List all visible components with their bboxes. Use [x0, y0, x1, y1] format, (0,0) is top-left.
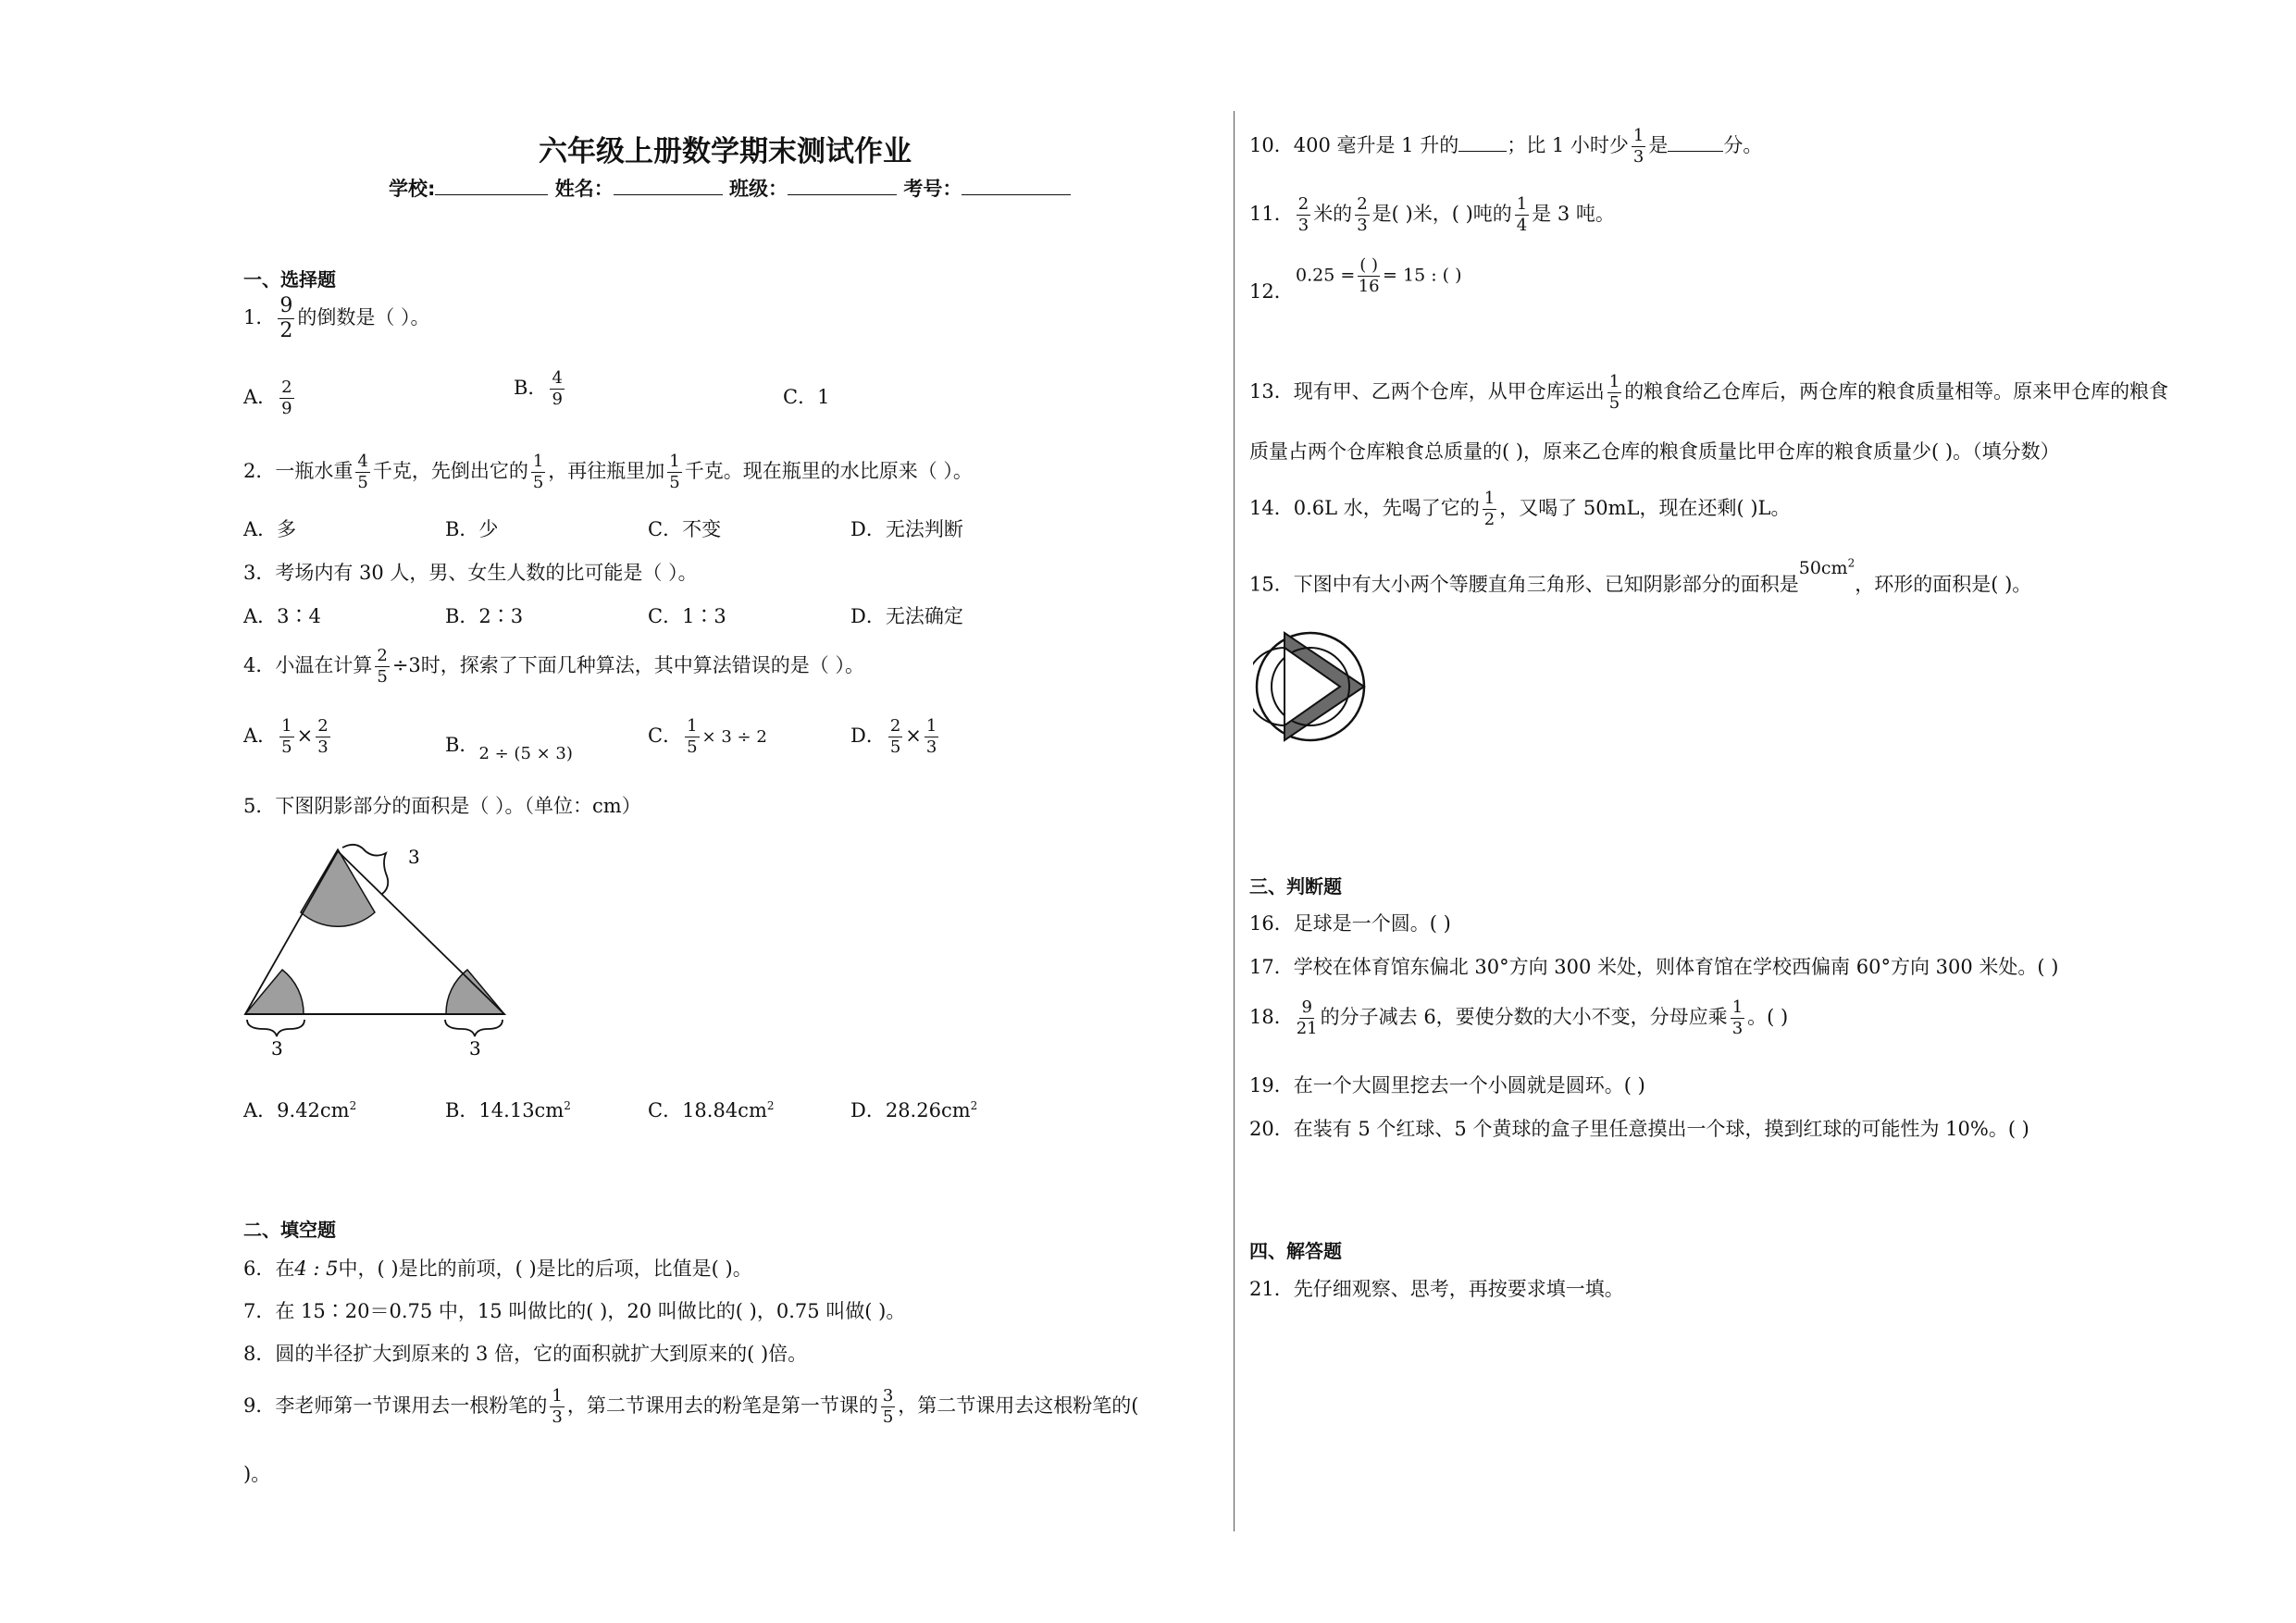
top-shaded-sector — [301, 849, 375, 926]
q10-blank-2[interactable] — [1668, 151, 1723, 152]
q2-option-c[interactable]: C．不变 — [648, 518, 722, 540]
question-21: 21．先仔细观察、思考，再按要求填一填。 — [1249, 1278, 1624, 1300]
left-brace — [247, 1020, 304, 1036]
q4-option-b[interactable]: B．2 ÷ (5 × 3) — [445, 734, 573, 763]
left-length-label: 3 — [271, 1037, 283, 1059]
q3-option-b[interactable]: B．2∶3 — [445, 605, 524, 627]
question-20: 20．在装有 5 个红球、5 个黄球的盒子里任意摸出一个球，摸到红球的可能性为 10%。( ) — [1249, 1118, 2029, 1140]
q2-option-b[interactable]: B．少 — [445, 518, 499, 540]
class-blank[interactable] — [788, 194, 897, 195]
number-blank[interactable] — [962, 194, 1071, 195]
question-19: 19．在一个大圆里挖去一个小圆就是圆环。( ) — [1249, 1074, 1645, 1096]
q12-equation: 0.25 = $\frac{( )}{16}$ = 15 : ( ) — [1296, 255, 1462, 296]
question-9-continued: )。 — [243, 1463, 271, 1485]
q3-option-c[interactable]: C．1∶3 — [648, 605, 726, 627]
q1-option-a[interactable]: A． $\frac{2}{9}$ — [243, 378, 292, 418]
question-6: 6．在4 : 5中，( )是比的前项，( )是比的后项，比值是( )。 — [243, 1258, 752, 1280]
right-brace — [445, 1020, 503, 1036]
fraction: $\frac{9}{2}$ — [279, 294, 293, 342]
question-7: 7．在 15∶20＝0.75 中，15 叫做比的( )，20 叫做比的( )，0.75 叫做( )。 — [243, 1300, 906, 1322]
question-18: 18． $\frac{9}{21}$ 的分子减去 6，要使分数的大小不变，分母应乘 $\frac{1}{3}$ 。( ) — [1249, 997, 1789, 1038]
question-4: 4．小温在计算 $\frac{2}{5}$ ÷3时，探索了下面几种算法，其中算法错误的是（ ）。 — [243, 646, 864, 687]
q4-option-d[interactable]: D． $\frac{2}{5}$ × $\frac{1}{3}$ — [850, 716, 937, 757]
section-heading-fill: 二、填空题 — [243, 1219, 336, 1241]
question-12: 12． — [1249, 280, 1294, 303]
question-16: 16．足球是一个圆。( ) — [1249, 912, 1451, 935]
question-2: 2．一瓶水重 $\frac{4}{5}$ 千克，先倒出它的 $\frac{1}{5}$ ，再往瓶里加 $\frac{1}{5}$ 千克。现在瓶里的水比原来（ ）。 — [243, 452, 973, 492]
section-heading-solve: 四、解答题 — [1249, 1240, 1342, 1262]
q3-option-d[interactable]: D．无法确定 — [850, 605, 963, 627]
q10-blank-1[interactable] — [1458, 151, 1507, 152]
q1-option-c[interactable]: C．1 — [783, 386, 830, 408]
question-1: 1． $\frac{9}{2}$ 的倒数是（ ）。 — [243, 294, 430, 342]
triangle-sector-figure — [236, 840, 523, 1062]
school-label: 学校: — [389, 178, 436, 200]
column-divider — [1234, 111, 1235, 1531]
q4-option-c[interactable]: C． $\frac{1}{5}$ × 3 ÷ 2 — [648, 716, 767, 757]
school-blank[interactable] — [435, 194, 548, 195]
question-17: 17．学校在体育馆东偏北 30°方向 300 米处，则体育馆在学校西偏南 60°方向 300 米处。( ) — [1249, 956, 2059, 978]
question-13-continued: 质量占两个仓库粮食总质量的( )，原来乙仓库的粮食质量比甲仓库的粮食质量少( )。（填分数） — [1249, 440, 2060, 463]
question-5: 5．下图阴影部分的面积是（ ）。（单位：cm） — [243, 795, 641, 817]
name-label: 姓名： — [554, 178, 614, 200]
question-8: 8．圆的半径扩大到原来的 3 倍，它的面积就扩大到原来的( )倍。 — [243, 1343, 808, 1365]
question-15: 15．下图中有大小两个等腰直角三角形、已知阴影部分的面积是$50cm^2$，环形的面积是( )。 — [1249, 557, 2032, 596]
top-length-label: 3 — [408, 846, 420, 868]
q4-option-a[interactable]: A． $\frac{1}{5}$ × $\frac{2}{3}$ — [243, 716, 329, 757]
left-shaded-sector — [245, 970, 304, 1014]
q5-option-d[interactable]: D．$28.26cm^2$ — [850, 1099, 978, 1121]
question-9: 9．李老师第一节课用去一根粉笔的 $\frac{1}{3}$ ，第二节课用去的粉笔是第一节课的 $\frac{3}{5}$ ，第二节课用去这根粉笔的( — [243, 1386, 1139, 1427]
page-title: 六年级上册数学期末测试作业 — [539, 135, 912, 168]
student-info-line — [389, 174, 1071, 202]
q5-option-b[interactable]: B．$14.13cm^2$ — [445, 1099, 571, 1121]
q5-option-a[interactable]: A．$9.42cm^2$ — [243, 1099, 357, 1121]
class-label: 班级： — [729, 178, 788, 200]
question-10: 10．400 毫升是 1 升的 ；比 1 小时少 $\frac{1}{3}$ 是 分。 — [1249, 126, 1763, 167]
q1-option-b[interactable]: B． $\frac{4}{9}$ — [514, 368, 563, 409]
name-blank[interactable] — [614, 194, 723, 195]
question-13: 13．现有甲、乙两个仓库，从甲仓库运出 $\frac{1}{5}$ 的粮食给乙仓库后，两仓库的粮食质量相等。原来甲仓库的粮食 — [1249, 372, 2169, 413]
q5-option-c[interactable]: C．$18.84cm^2$ — [648, 1099, 775, 1121]
right-shaded-sector — [446, 970, 504, 1014]
right-length-label: 3 — [469, 1037, 481, 1059]
q2-option-a[interactable]: A．多 — [243, 518, 297, 540]
section-heading-judge: 三、判断题 — [1249, 875, 1342, 898]
q3-option-a[interactable]: A．3∶4 — [243, 605, 321, 627]
section-heading-choice: 一、选择题 — [243, 268, 336, 291]
q2-option-d[interactable]: D．无法判断 — [850, 518, 963, 540]
question-14: 14．0.6L 水，先喝了它的 $\frac{1}{2}$ ，又喝了 50mL，现在还剩( )L。 — [1249, 489, 1791, 529]
ring-triangle-figure — [1253, 629, 1368, 744]
question-3: 3．考场内有 30 人，男、女生人数的比可能是（ ）。 — [243, 562, 698, 584]
number-label: 考号： — [903, 178, 962, 200]
question-11: 11． $\frac{2}{3}$ 米的 $\frac{2}{3}$ 是( )米，( )吨的 $\frac{1}{4}$ 是 3 吨。 — [1249, 194, 1615, 235]
